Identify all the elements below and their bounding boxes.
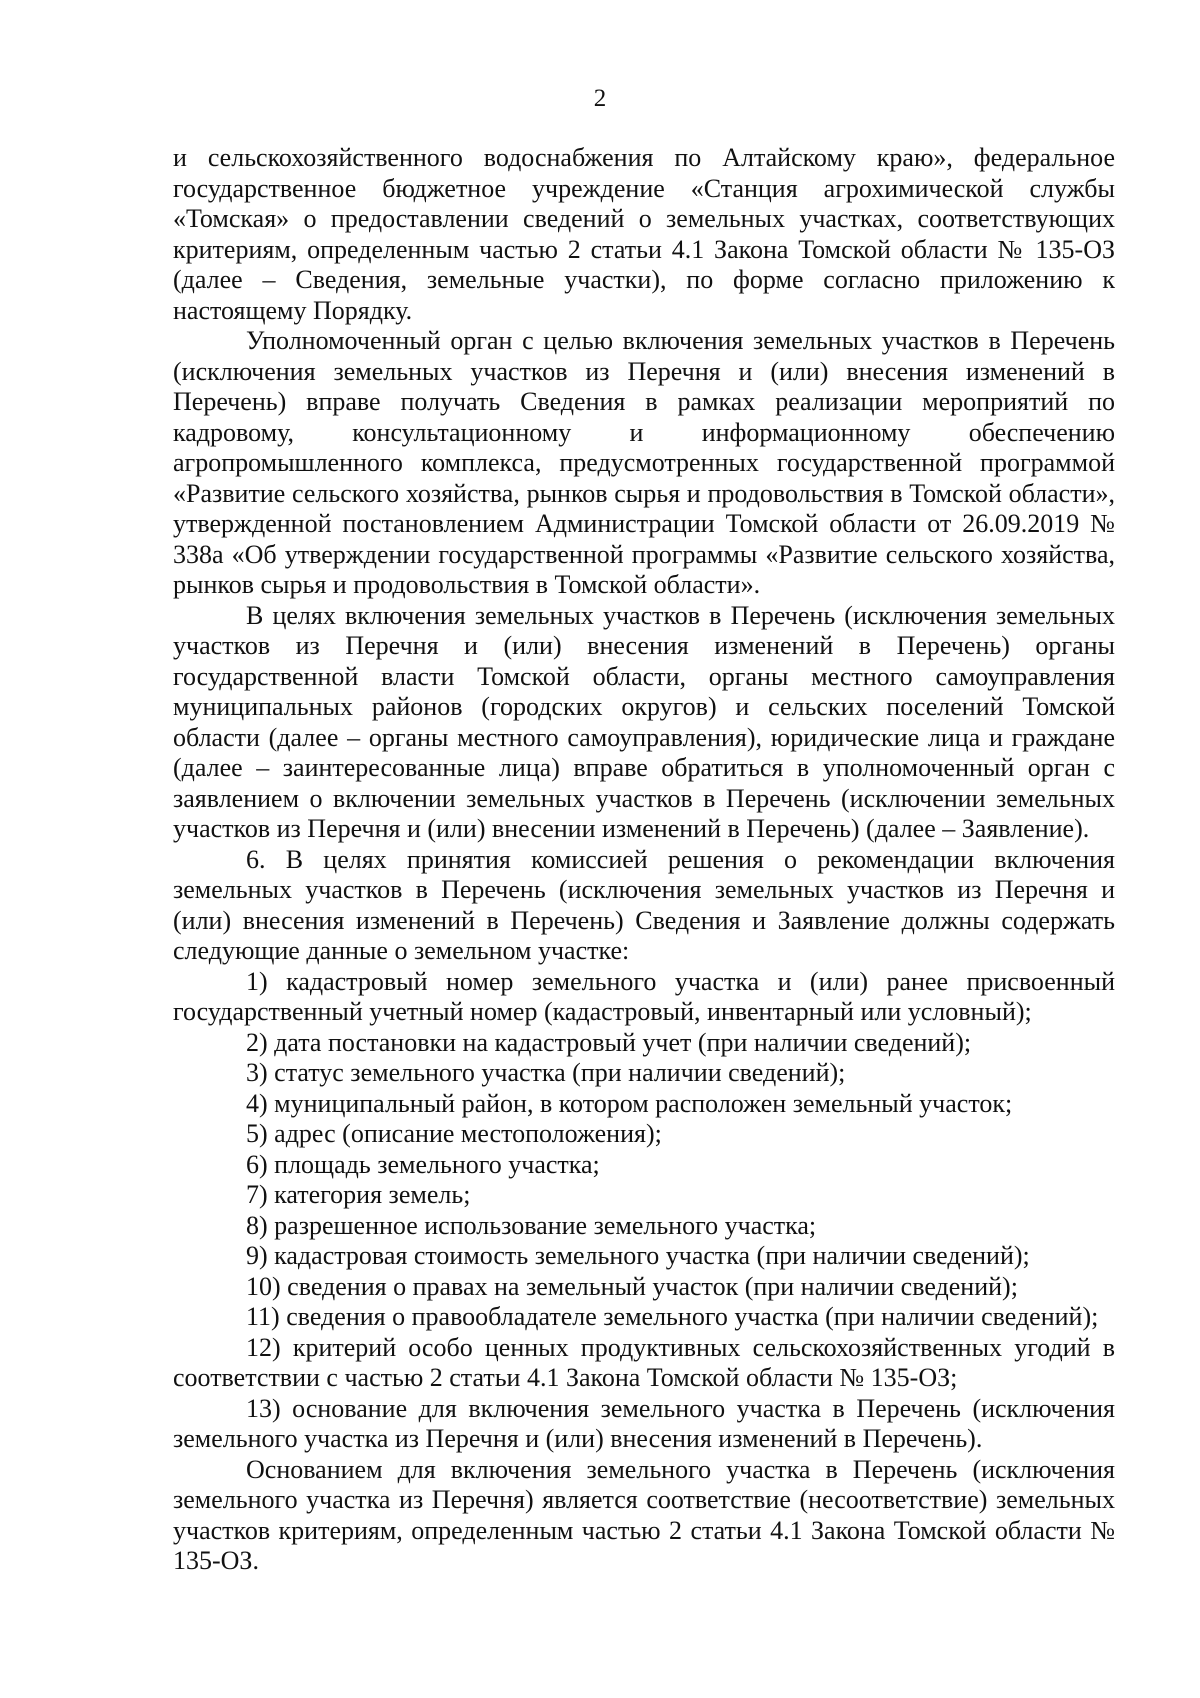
list-item-9: 9) кадастровая стоимость земельного участка (при наличии сведений); — [246, 1241, 1030, 1270]
paragraph-continuation: и сельскохозяйственного водоснабжения по Алтайскому краю», федеральное государственное бюджетное учреждение «Станция агрохимической службы «Томская» о предоставлении сведений о земельных участках, соответствующих критериям, определенным частью 2 статьи 4.1 Закона Томской области № 135-ОЗ (далее – Сведения, земельные участки), по форме согласно приложению к настоящему Порядку. — [173, 143, 1115, 325]
document-body — [173, 143, 1115, 1577]
list-item-4: 4) муниципальный район, в котором расположен земельный участок; — [246, 1088, 1013, 1118]
list-item-8: 8) разрешенное использование земельного участка; — [246, 1210, 817, 1240]
list-item-6: 6) площадь земельного участка; — [246, 1149, 600, 1179]
list-item-5: 5) адрес (описание местоположения); — [246, 1119, 662, 1148]
list-item-11: 11) сведения о правообладателе земельного участка (при наличии сведений); — [246, 1302, 1099, 1331]
list-item-1: 1) кадастровый номер земельного участка и (или) ранее присвоенный государственный учетный номер (кадастровый, инвентарный или условный); — [173, 966, 1115, 1026]
paragraph-authorized-body: Уполномоченный орган с целью включения земельных участков в Перечень (исключения земельных участков из Перечня и (или) внесения изменений в Перечень) вправе получать Сведения в рамках реализации мероприятий по кадровому, консультационному и информационному обеспечению агропромышленного комплекса, предусмотренных государственной программой «Развитие сельского хозяйства, рынков сырья и продовольствия в Томской области», утвержденной постановлением Администрации Томской области от 26.09.2019 № 338а «Об утверждении государственной программы «Развитие сельского хозяйства, рынков сырья и продовольствия в Томской области». — [173, 326, 1115, 599]
paragraph-grounds: Основанием для включения земельного участка в Перечень (исключения земельного участка из Перечня) является соответствие (несоответствие) земельных участков критериям, определенным частью 2 статьи 4.1 Закона Томской области № 135-ОЗ. — [173, 1454, 1115, 1575]
list-item-12: 12) критерий особо ценных продуктивных сельскохозяйственных угодий в соответствии с частью 2 статьи 4.1 Закона Томской области № 135-ОЗ; — [173, 1332, 1115, 1392]
page-number: 2 — [593, 85, 607, 112]
paragraph-clause-6: 6. В целях принятия комиссией решения о рекомендации включения земельных участков в Перечень (исключения земельных участков из Перечня и (или) внесения изменений в Перечень) Сведения и Заявление должны содержать следующие данные о земельном участке: — [173, 844, 1115, 965]
list-item-10: 10) сведения о правах на земельный участок (при наличии сведений); — [246, 1271, 1018, 1301]
list-item-2: 2) дата постановки на кадастровый учет (при наличии сведений); — [246, 1027, 972, 1057]
paragraph-applicants: В целях включения земельных участков в Перечень (исключения земельных участков из Перечня и (или) внесения изменений в Перечень) органы государственной власти Томской области, органы местного самоуправления муниципальных районов (городских округов) и сельских поселений Томской области (далее – органы местного самоуправления), юридические лица и граждане (далее – заинтересованные лица) вправе обратиться в уполномоченный орган с заявлением о включении земельных участков в Перечень (исключении земельных участков из Перечня и (или) внесении изменений в Перечень) (далее – Заявление). — [173, 600, 1115, 843]
list-item-13: 13) основание для включения земельного участка в Перечень (исключения земельного участка из Перечня и (или) внесения изменений в Перечень). — [173, 1393, 1115, 1453]
list-item-3: 3) статус земельного участка (при наличии сведений); — [246, 1058, 846, 1087]
list-item-7: 7) категория земель; — [246, 1180, 471, 1209]
